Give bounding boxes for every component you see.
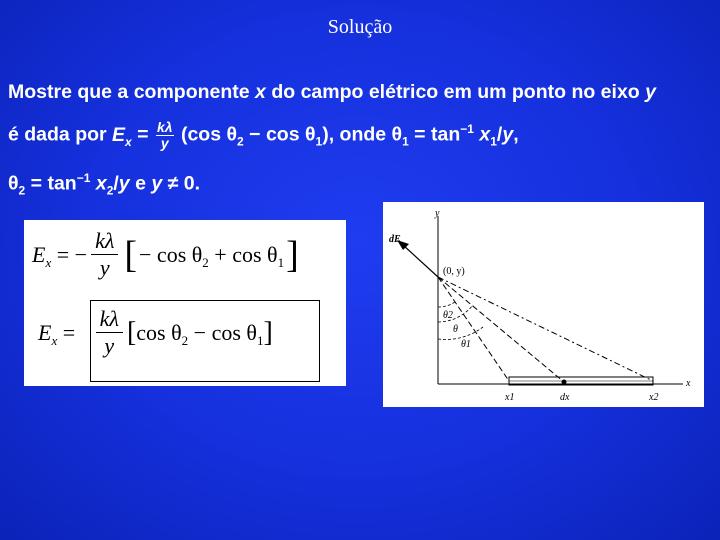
slide-title: Solução	[327, 16, 393, 38]
theta-label: θ	[453, 324, 458, 335]
geometry-figure	[383, 202, 704, 407]
x1-label: x1	[505, 392, 515, 403]
dE-vector	[403, 245, 438, 277]
problem-statement	[8, 74, 718, 210]
equation-1: E x = − $\frac{k\lambda}{y}$ [ − cos θ 2 + cos θ 1 ]	[32, 228, 299, 280]
arc-theta2	[438, 302, 455, 307]
statement-line-3: $\theta_2 = \tan^{-1} x_2/y$ e y ≠ 0.	[8, 171, 201, 198]
line-to-x1	[438, 277, 509, 381]
dE-label: dE	[389, 234, 401, 245]
statement-line-2: é dada por $E_x$ = $\frac{k\lambda}{y}$ (cos $\theta_2 - \cos \theta_1$), onde $\theta_1 = \tan^{-1} x_1/y$,	[8, 118, 519, 151]
x2-label: x2	[649, 392, 659, 403]
y-axis-label: y	[435, 208, 440, 219]
point-label: (0, y)	[443, 266, 465, 277]
statement-line-1: Mostre que a componente x do campo elétrico em um ponto no eixo y	[8, 81, 656, 103]
solution-equations	[24, 220, 346, 386]
theta2-label: θ2	[443, 310, 453, 321]
figure-diagram	[383, 202, 704, 407]
theta1-label: θ1	[461, 339, 471, 350]
dx-label: dx	[560, 392, 570, 403]
x-axis-label: x	[686, 378, 691, 389]
line-to-x2	[438, 277, 653, 381]
equation-2: E x = $\frac{k\lambda}{y}$ [ cos θ 2 − cos θ 1 ]	[38, 306, 273, 358]
